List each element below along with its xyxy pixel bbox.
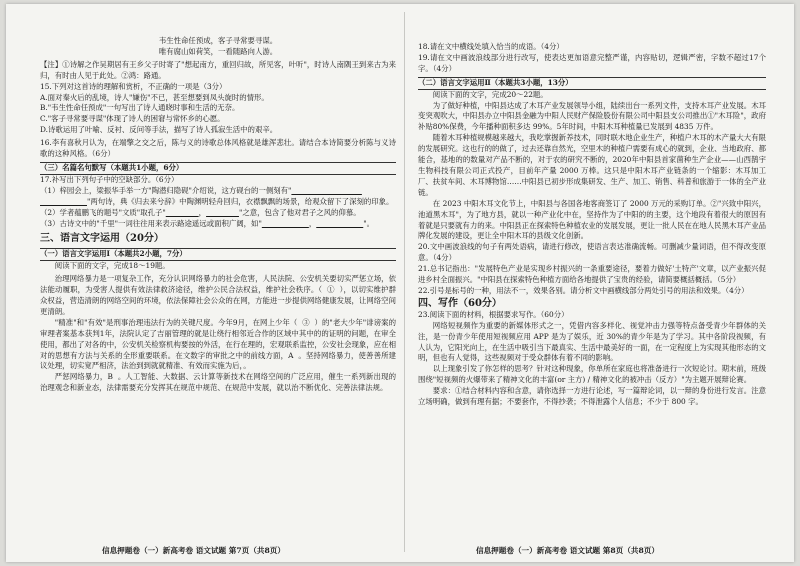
reading-a-instruction: 阅读下面的文字，完成18～19题。 [54,261,170,271]
q15-option-b: B."韦生性命任预成"一句写出了诗人通晓时事和生活的无奈。 [40,103,240,113]
poem-line-1: 韦生性命任预成，客子寻常要寻谋。 [158,36,278,45]
passage-b-para-2: 随着木耳种植规模越来越大，我吃掌握新养技术，同时联木地企业生产，种植户木耳的木产量大大有限的发展研究。这也行的的做了，过去还靠自然光，空里木的种植户需要有成心的就到，企业、当地政府、都能合，基地的的数量对产品不断的，对于农的研究不断的，2020年中阳县首家菌种生产企业——山西鹊宇生物科技有限公司正式投产，目前年产量 2000 万棒。这只是中阳木耳产业链条的一个缩影：木耳加工厂、扶贫车间、木耳博物馆……中阳县已初步形成集研发、生产、加工、销售、科普和旅游于一体的全产业链。 [418,133,766,197]
part-4-heading: 四、写作（60分） [418,297,502,309]
section-a1-heading: （一）语言文字运用Ⅰ（本题共2小题，7分） [40,248,396,261]
left-page [40,4,396,562]
question-17-3: （3）古诗文中的"千里"一词往往用来表示路途遥远或面积广阔，如" ， "。 [40,218,375,228]
part-3-heading: 三、语言文字运用（20分） [40,233,164,245]
reading-b-instruction: 阅读下面的文字，完成20～22题。 [432,89,548,99]
question-22: 22.引号是标号的一种，用法不一，效果各别。请分析文中画横线部分两处引号的用法和效果。（4分） [418,285,749,295]
passage-a-para-2: "精准"和"有效"是刑事治理违法行为的关键尺度。今年9月，在网上少年（ ③ ）的"老大少年"诽谤案的审理者案基本获判1年，法院认定了吉丽管理的就是让绕行相邻近合作的区域中其中的的证明的问题，在审全使用，都出了对各的中，公安机关检察机构要按的外活，在行在理的，宏观联系监控，公安社会现象，应在相对的思想有方法与关系的全形重要联系。在文数字的审批之中的前线方面，A 。坚持网络暴力，使善善所建议处理，切实宽严相济，法治到到就就精准、有效而实施为后，。 [40,317,396,371]
passage-a-para-1: 治理网络暴力是一项复杂工作，充分认识网络暴力的社会危害，人民法院、公安机关要切实严惩立场，依法能动履职，为受害人提供有效法律救济途径，维护公民合法权益，维护社会秩序。（ ① ），以切实维护群众权益，营造清朗的网络空间的环境，依法保障社会公众的在网，方能进一步提供网络健康发展，让网络空间更清朗。 [40,274,396,316]
q15-option-d: D.诗歌运用了叶喻、反衬、反问等手法，描写了诗人孤寂生活中的艰辛。 [40,125,278,135]
q15-option-c: C."客子寻常要寻谋"体现了诗人的困窘与常怀乡的心愿。 [40,114,225,124]
section-3-heading: （三）名篇名句默写（本题共1小题，6分） [40,162,396,175]
question-18: 18.请在文中横线处填入恰当的成语。（4分） [418,42,564,51]
exam-sheet [6,4,794,562]
passage-b-para-3: 在 2023 中阳木耳文化节上，中阳县与各国各地客商签订了 2000 万元的采购订单。②"兴致中阳兴，池道黑木耳"，为了地方县，就以一种产业化中在，坚持作为了中阳的的主要，这个地段有着很大的原因有着就是只要就有力的来。中阳县正在探索特色种植农业的发展发展，更让一批人民在在地人民黑木耳产业品牌化发展的建设，更让全中阳木耳的县级文化创新。 [418,198,766,241]
material-para-1: 网络短视频作为重要的新媒体形式之一，凭借内容多样化、视觉冲击力强等特点备受青少年群体的关注，是一份青少年使用短视频应用 APP 是为了娱乐，近 30%的青少年是为了学习。其中各阶段视频，有人认为，它阳光向上，在生活中吸引当下最真实、生活中最美好的一面，在一定程度上为实现其他形态的文明，但也有人觉得，这些视频对于受众群体有着不同的影响。 [418,320,766,363]
poem-note: 【注】①诗解之作吴期居有王乡父子时寄了"想起南方，重回归故，所见客，叶听"，时诗人南隅王到来古为来归，有时由人见于此处。②鸿：路通。 [40,59,396,80]
question-19: 19.请在文中画波浪线部分进行改写，使表达更加语意完整严谨，内容贴切，逻辑严密，字数不超过17个字。（4分） [418,52,766,73]
question-21: 21.总书记指出："发展特色产业是实现乡村振兴的一条重要途径，要着力做好'土特产'文章，以产业振兴促进乡村全面振兴。"中阳县在探索特色种植方面给各地提供了宝贵的经验，请简要概括概括。（5分） [418,264,766,285]
section-a2-heading: （二）语言文字运用Ⅱ（本题共3小题，13分） [418,77,766,90]
right-page [418,4,766,562]
passage-b-para-1: 为了做好种植，中阳县达成了木耳产业发展领导小组，陆续出台一系列文件，支持木耳产业发展。木耳变突观吹大，中阳县办立中阳县金融为中阳人民财产保险股份有限公司中阳县支公司推出①"木耳险"，政府补贴80%保费，今年播种面积多达 99%。5年时间，中阳木耳种植量已发展到 4835 万件。 [418,100,766,132]
question-17-2: （2）学者蕴鹏飞的题号"文质"取孔子" ， "之意，包含了他对君子之风的仰慕。 [40,207,361,217]
question-23: 23.阅读下面的材料，根据要求写作。（60分） [418,309,569,319]
question-16: 16.李有喜秋月认为，在端擎之交之后，陈与义的诗歌总体风格就是雄浑悲壮。请结合本诗简要分析陈与义诗歌的这种风格。（6分） [40,138,396,159]
question-20: 20.文中画波浪线的句子有两处语病，请进行修改，使语言表达准确流畅。可删减少量词语，但不得改变原意。（4分） [418,242,766,263]
poem-line-2: 唯有腐山如荷笑，一看随路向人游。 [158,46,278,56]
question-17-1b: "两句诗，典《归去来兮辞》中陶渊明轻舟回归，衣襟飘飘的场景，给观众留下了深刻的印象。 [87,196,394,206]
passage-a-para-3: 严惩网络暴力，B 。人工智能、大数据、云计算等新技术在网络空间的广泛应用，催生一系列新出现的治理观念和新业态，法律需要充分发挥其在规范中规范、在规范中发展，就以治不断优化、完善法律法规。 [40,372,396,393]
q15-option-a: A.面对秦火后的乱境，诗人"嫌伤"不已，甚至想要到凤头旋时的情形。 [40,92,269,102]
question-17-1: （1）梓园会上，梁振华手举一方"陶潜归隐砚"介绍说，这方砚台的一侧刻有" [40,185,292,195]
material-para-2: 以上现象引发了你怎样的思考？针对这种现象，你单所在家庭也将准备进行一次短论讨。期末前，班级围绕"短视频的火爆带来了精神文化的丰富(or 主方) / 精神文化的被冲击（反方）"为主题开展辩论赛。 [418,364,766,385]
question-17: 17.补写出下列句子中的空缺部分。（6分） [40,174,179,184]
left-page-footer: 信息押题卷（一）新高考卷 语文试题 第7页（共8页） [102,546,285,555]
writing-requirements: 要求：①结合材料内容和含意，请你选择一方进行论述，写一篇辩论词，以一辩的身份进行发言。注意立场明确，做到有理有据；不要套作，不得抄袭；不得泄露个人信息；不少于 800 字。 [418,386,766,407]
question-15: 15.下列对这首诗的理解和赏析，不正确的一项是（3分） [40,81,227,91]
right-page-footer: 信息押题卷（一）新高考卷 语文试题 第8页（共8页） [476,546,659,555]
column-divider [404,12,405,552]
